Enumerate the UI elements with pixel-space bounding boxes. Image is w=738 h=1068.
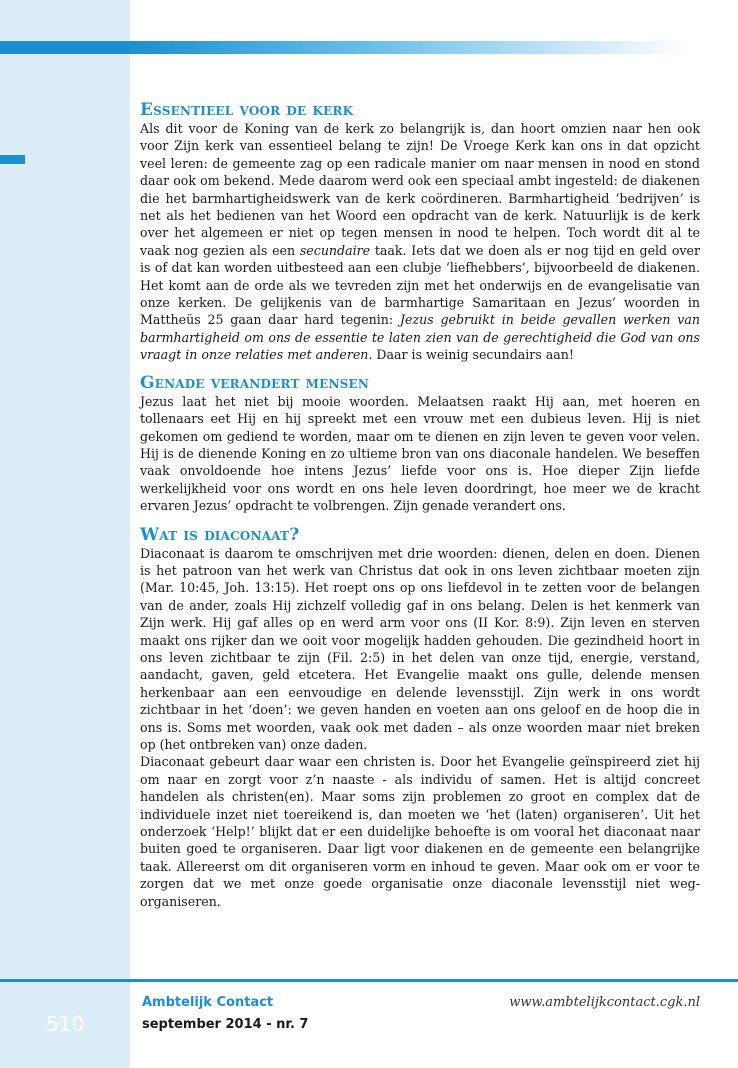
issue-info: september 2014 - nr. 7 (142, 1017, 309, 1032)
article-body (140, 100, 700, 910)
paragraph-diaconaat-2: Diaconaat gebeurt daar waar een christen is. Door het Evangelie geïnspireerd ziet hij om naar en zorgt voor z’n naaste - als individu of samen. Het is altijd concreet handelen als christen(en). Maar soms zijn problemen zo groot en complex dat de individuele inzet niet toereikend is, dan moeten we ‘het (laten) organiseren’. Uit het onderzoek ‘Help!’ blijkt dat er een duidelijke behoefte is om vooral het diaconaat naar buiten goed te organiseren. Daar ligt voor diakenen en de gemeente een belangrijke taak. Allereerst om dit organiseren vorm en inhoud te geven. Maar ook om er voor te zorgen dat we met onze goede organisatie onze diaconale levensstijl niet weg-organiseren. (140, 754, 700, 909)
paragraph-genade: Jezus laat het niet bij mooie woorden. Melaatsen raakt Hij aan, met hoeren en tollenaars eet Hij en hij spreekt met een vrouw met een dubieus leven. Hij is niet gekomen om gediend te worden, maar om te dienen en zijn leven te geven voor velen. Hij is de dienende Koning en zo ultieme bron van ons diaconale handelen. We beseffen vaak onvoldoende hoe intens Jezus’ liefde voor ons is. Hoe dieper Zijn liefde werkelijkheid voor ons wordt en ons hele leven doordringt, hoe meer we de kracht ervaren Jezus’ opdracht te volbrengen. Zijn genade verandert ons. (140, 393, 700, 514)
section-heading-essentieel: Essentieel voor de kerk (140, 100, 354, 120)
margin-marker (0, 155, 25, 164)
page-number: 510 (46, 1012, 85, 1036)
top-gradient-bar (0, 41, 690, 54)
website-link[interactable]: www.ambtelijkcontact.cgk.nl (509, 995, 700, 1010)
section-heading-diaconaat: Wat is diaconaat? (140, 524, 300, 545)
magazine-title: Ambtelijk Contact (142, 995, 274, 1010)
section-heading-genade: Genade verandert mensen (140, 372, 370, 393)
paragraph-essentieel: Als dit voor de Koning van de kerk zo belangrijk is, dan hoort omzien naar hen ook voor Zijn kerk van essentieel belang te zijn! De Vroege Kerk kan ons in dat opzicht veel leren: de gemeente zag op een radicale manier om naar mensen in nood en stond daar ook om bekend. Mede daarom werd ook een speciaal ambt ingesteld: de diakenen die het barmhartigheidswerk van de kerk coördineren. Barmhartigheid ‘bedrijven’ is net als het bedienen van het Woord een opdracht van de kerk. Natuurlijk is de kerk over het algemeen er niet op tegen mensen in nood te helpen. Toch wordt dit al te vaak nog gezien als een secundaire taak. Iets dat we doen als er nog tijd en geld over is of dat kan worden uitbesteed aan een clubje ‘liefhebbers’, bijvoorbeeld de diakenen. Het komt aan de orde als we tevreden zijn met het onderwijs en de evangelisatie van onze kerken. De gelijkenis van de barmhartige Samaritaan en Jezus’ woorden in Mattheüs 25 gaan daar hard tegenin: Jezus gebruikt in beide gevallen werken van barmhartigheid om ons de essentie te laten zien van de gerechtigheid die God van ons vraagt in onze relaties met anderen. Daar is weinig secundairs aan! (140, 121, 701, 363)
paragraph-diaconaat-1: Diaconaat is daarom te omschrijven met drie woorden: dienen, delen en doen. Dienen is het patroon van het werk van Christus dat ook in ons leven zichtbaar moeten zijn (Mar. 10:45, Joh. 13:15). Het roept ons op ons liefdevol in te zetten voor de belangen van de ander, zoals Hij zichzelf volledig gaf in ons belang. Delen is het kenmerk van Zijn werk. Hij gaf alles op en werd arm voor ons (II Kor. 8:9). Zijn leven en sterven maakt ons rijker dan we ooit voor mogelijk hadden gehouden. Die gezindheid hoort in ons leven zichtbaar te zijn (Fil. 2:5) in het delen van onze tijd, energie, verstand, aandacht, gaven, geld etcetera. Het Evangelie maakt ons gulle, delende mensen herkenbaar aan een eenvoudige en delende levensstijl. Zijn werk in ons wordt zichtbaar in het ‘doen’: we geven handen en voeten aan ons geloof en de hoop die in ons is. Soms met woorden, vaak ook met daden – als onze woorden maar niet breken op (het ontbreken van) onze daden. (140, 545, 700, 752)
